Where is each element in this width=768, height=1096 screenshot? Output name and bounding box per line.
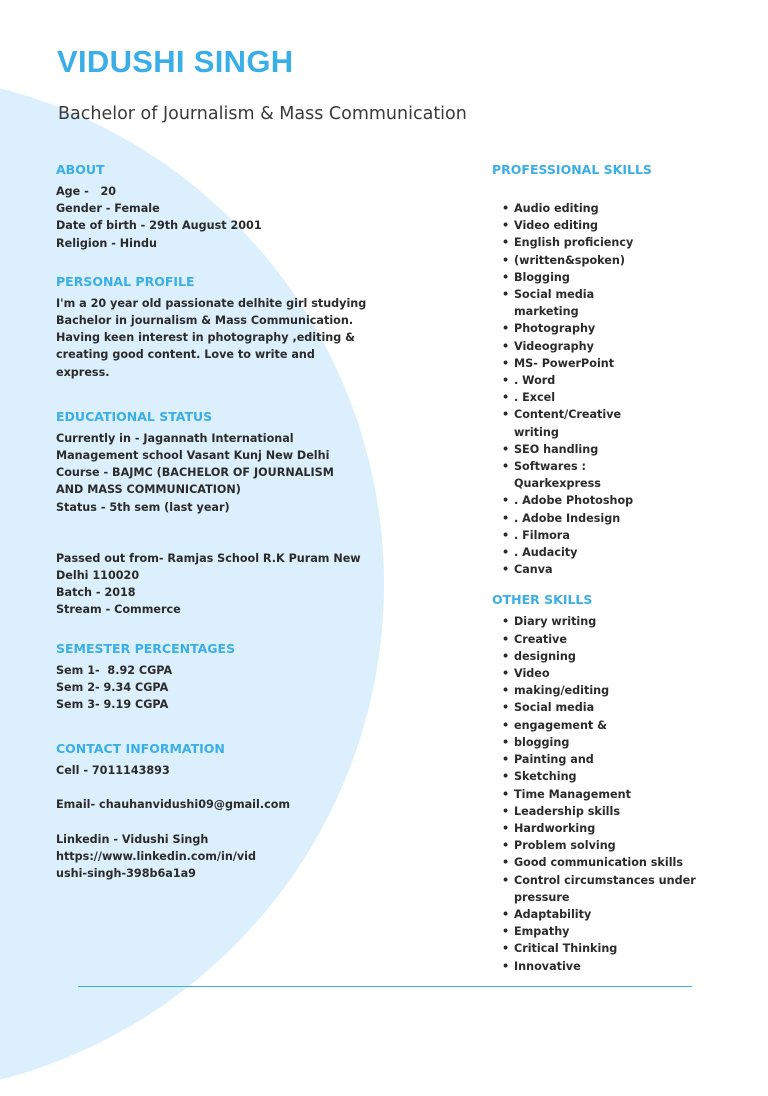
skill-item: • Hardworking [502, 820, 732, 837]
skill-item: • Time Management [502, 786, 732, 803]
professional-skills-list [492, 200, 732, 578]
skill-item: • Problem solving [502, 837, 732, 854]
education-line: Management school Vasant Kunj New Delhi [56, 449, 330, 463]
other-skills-section [492, 592, 732, 974]
skill-item: • Creative [502, 631, 732, 648]
education-line: Course - BAJMC (BACHELOR OF JOURNALISM [56, 466, 334, 480]
about-line: Date of birth - 29th August 2001 [56, 219, 262, 233]
skill-item: • . Adobe Photoshop [502, 492, 732, 509]
skill-item: • engagement & [502, 717, 732, 734]
skill-item: • SEO handling [502, 441, 732, 458]
skill-item: • Softwares : Quarkexpress [502, 458, 732, 492]
skill-item: • Videography [502, 338, 732, 355]
education-section [56, 409, 376, 619]
skill-item: • Control circumstances under pressure [502, 872, 732, 906]
other-skills-list [492, 613, 732, 974]
contact-linkedin-url: ushi-singh-398b6a1a9 [56, 867, 196, 881]
skill-item: • Critical Thinking [502, 940, 732, 957]
skill-item: • Video editing [502, 217, 732, 234]
skill-item: • Social media [502, 699, 732, 716]
skill-item: • Adaptability [502, 906, 732, 923]
right-column [492, 162, 732, 975]
skill-item: • . Adobe Indesign [502, 510, 732, 527]
skill-item: • Leadership skills [502, 803, 732, 820]
skill-item: • Blogging [502, 269, 732, 286]
skill-item: • Empathy [502, 923, 732, 940]
contact-heading: CONTACT INFORMATION [56, 741, 225, 757]
contact-linkedin: Linkedin - Vidushi Singh [56, 832, 209, 846]
skill-item: • MS- PowerPoint [502, 355, 732, 372]
skill-item: • Innovative [502, 958, 732, 975]
profile-line: Bachelor in journalism & Mass Communication. [56, 314, 354, 328]
semester-line: Sem 3- 9.19 CGPA [56, 698, 169, 712]
about-heading: ABOUT [56, 162, 105, 177]
skill-item: • . Audacity [502, 544, 732, 561]
about-section [56, 162, 376, 252]
school-line: Delhi 110020 [56, 569, 140, 583]
about-line: Gender - Female [56, 202, 160, 216]
professional-skills-section [492, 162, 732, 578]
contact-email: Email- chauhanvidushi09@gmail.com [56, 798, 291, 812]
degree-title: Bachelor of Journalism & Mass Communication [58, 104, 467, 124]
skill-item: • Sketching [502, 768, 732, 785]
education-line: Currently in - Jagannath International [56, 431, 294, 445]
school-line: Passed out from- Ramjas School R.K Puram New [56, 551, 361, 565]
profile-line: Having keen interest in photography ,editing & [56, 331, 355, 345]
about-line: Religion - Hindu [56, 236, 157, 250]
skill-item: • making/editing [502, 682, 732, 699]
skill-item: • Social media marketing [502, 286, 732, 320]
skill-item: • designing [502, 648, 732, 665]
skill-item: • Video [502, 665, 732, 682]
bottom-divider [78, 986, 692, 987]
school-line: Stream - Commerce [56, 603, 181, 617]
contact-section [56, 741, 376, 882]
skill-item: • . Excel [502, 389, 732, 406]
professional-skills-heading: PROFESSIONAL SKILLS [492, 162, 652, 177]
skill-item: • Good communication skills [502, 854, 732, 871]
profile-line: express. [56, 365, 110, 379]
contact-linkedin-url: https://www.linkedin.com/in/vid [56, 849, 257, 863]
about-line: Age - 20 [56, 185, 117, 198]
skill-item: • Audio editing [502, 200, 732, 217]
profile-line: I'm a 20 year old passionate delhite girl studying [56, 296, 367, 310]
skill-item: • blogging [502, 734, 732, 751]
semester-section [56, 641, 376, 714]
skill-item: • Content/Creative writing [502, 406, 732, 440]
profile-heading: PERSONAL PROFILE [56, 273, 195, 289]
education-line: AND MASS COMMUNICATION) [56, 483, 241, 497]
left-column [56, 162, 376, 882]
skill-item: • Painting and [502, 751, 732, 768]
skill-item: • . Filmora [502, 527, 732, 544]
skill-item: • Diary writing [502, 613, 732, 630]
semester-line: Sem 1- 8.92 CGPA [56, 663, 173, 677]
contact-cell: Cell - 7011143893 [56, 764, 170, 778]
candidate-name: VIDUSHI SINGH [57, 44, 294, 79]
other-skills-heading: OTHER SKILLS [492, 592, 593, 608]
skill-item: • . Word [502, 372, 732, 389]
education-line: Status - 5th sem (last year) [56, 500, 230, 514]
education-heading: EDUCATIONAL STATUS [56, 408, 213, 424]
profile-section [56, 274, 376, 381]
semester-heading: SEMESTER PERCENTAGES [56, 640, 236, 656]
skill-item: • Canva [502, 561, 732, 578]
school-line: Batch - 2018 [56, 586, 136, 600]
skill-item: • English proficiency [502, 234, 732, 251]
skill-item: • Photography [502, 320, 732, 337]
skill-item: • (written&spoken) [502, 252, 732, 269]
semester-line: Sem 2- 9.34 CGPA [56, 680, 169, 694]
profile-line: creating good content. Love to write and [56, 348, 315, 362]
